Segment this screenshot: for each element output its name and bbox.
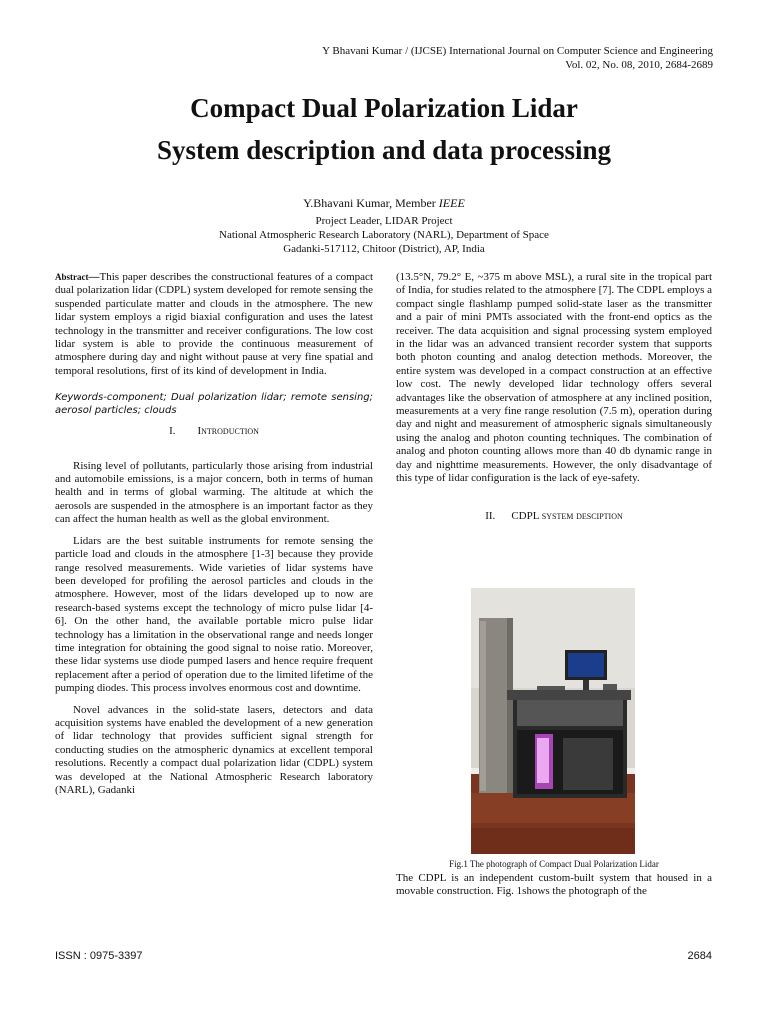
author-member-org: IEEE bbox=[438, 196, 465, 210]
footer-issn: ISSN : 0975-3397 bbox=[55, 950, 143, 962]
paper-title-line1: Compact Dual Polarization Lidar bbox=[190, 93, 578, 123]
affiliation-line2: National Atmospheric Research Laboratory (NARL), Department of Space bbox=[219, 229, 549, 241]
intro-paragraph-1: Rising level of pollutants, particularly those arising from industrial and automobile emissions, is a major concern, both in terms of human health and in terms of global warming. The altitude at which the aerosols are suspended in the atmosphere is an important factor as they can affect the human health as well as the global environment. bbox=[55, 459, 373, 526]
section-heading-system: II. CDPL system desciption bbox=[485, 509, 623, 522]
lidar-photograph-image bbox=[471, 588, 635, 854]
running-header bbox=[322, 44, 713, 72]
left-column bbox=[55, 271, 373, 797]
intro-paragraph-2: Lidars are the best suitable instruments for remote sensing the particle load and clouds in the atmosphere [1-3] because they provide range resolved measurements. Wide varieties of lidar systems have been developed for profiling the aerosol particles and clouds in the atmosphere. However, most of the lidars developed up to now are research-based systems except the technology of micro pulse lidar [4-6]. On the other hand, the available portable micro pulse lidar technology has a limitation in the observational range and needs longer time integration for obtaining the good signal to noise ratio. Moreover, these lidar systems use diode pumped lasers and hence require frequent replacement after a period of operation due to the limited lifetime of the pumping diodes. This process involves enormous cost and downtime. bbox=[55, 534, 373, 695]
running-header-journal: Y Bhavani Kumar / (IJCSE) International Journal on Computer Science and Engineering bbox=[322, 45, 713, 57]
right-paragraph-2: The CDPL is an independent custom-built system that housed in a movable construction. Fig. 1shows the photograph of the bbox=[396, 872, 712, 898]
running-header-volume: Vol. 02, No. 08, 2010, 2684-2689 bbox=[565, 59, 713, 71]
paper-title-line2: System description and data processing bbox=[156, 135, 612, 165]
right-column bbox=[396, 271, 712, 523]
abstract bbox=[55, 271, 373, 378]
abstract-text: This paper describes the constructional features of a compact dual polarization lidar (CDPL) system developed for remote sensing the suspended particulate matter and clouds in the atmosphere. The new lidar system employs a rigid biaxial configuration and uses the latest technology in the transmitter and receiver configurations. The low cost lidar system is able to provide the continuous measurement of atmosphere during day and night without pause at very fine spatial and temporal resolutions, first of its kind of development in India. bbox=[55, 271, 373, 377]
intro-paragraph-3: Novel advances in the solid-state lasers, detectors and data acquisition systems have enabled the development of a new generation of lidar technology that provides sufficient signal strength for conducting studies on the atmospheric dynamics at excellent temporal resolutions. Recently a compact dual polarization lidar (CDPL) system was developed at the National Atmospheric Research laboratory (NARL), Gadanki bbox=[55, 703, 373, 796]
affiliation-line1: Project Leader, LIDAR Project bbox=[315, 215, 453, 227]
section-heading-introduction: I. Introduction bbox=[169, 425, 259, 438]
right-paragraph-1: (13.5°N, 79.2° E, ~375 m above MSL), a rural site in the tropical part of India, for studies related to the atmosphere [7]. The CDPL employs a compact single flashlamp pumped solid-state laser as the transmitter and a pair of mini PMTs associated with the front-end optics as the receiver. The data acquisition and signal processing system employed in the lidar was an advanced transient recorder system that supports both photon counting and analog detection methods. Moreover, the entire system was developed in a compact construction at an effective low cost. The newly developed lidar technology offers several advantages like the observation of atmosphere at any inclined position, measurements at a very fine range resolution (7.5 m), operation during day and night and measurement of atmospheric signals simultaneously using the analog and photon counting techniques. The combination of analog and photon counting allows more than 40 db dynamic range in day and nighttime measurements. However, the only disadvantage of this type of lidar configuration is the lack of eye-safety. bbox=[396, 271, 712, 485]
footer-page-number: 2684 bbox=[687, 950, 712, 962]
keywords: Keywords-component; Dual polarization lidar; remote sensing; aerosol particles; clouds bbox=[55, 392, 373, 417]
affiliation-line3: Gadanki-517112, Chitoor (District), AP, India bbox=[283, 243, 485, 255]
abstract-dash: — bbox=[88, 271, 100, 283]
author-name: Y.Bhavani Kumar, Member IEEE bbox=[303, 196, 465, 210]
lidar-photograph bbox=[471, 588, 635, 854]
figure-caption: Fig.1 The photograph of Compact Dual Polarization Lidar bbox=[449, 859, 659, 869]
abstract-label: Abstract bbox=[55, 272, 89, 282]
